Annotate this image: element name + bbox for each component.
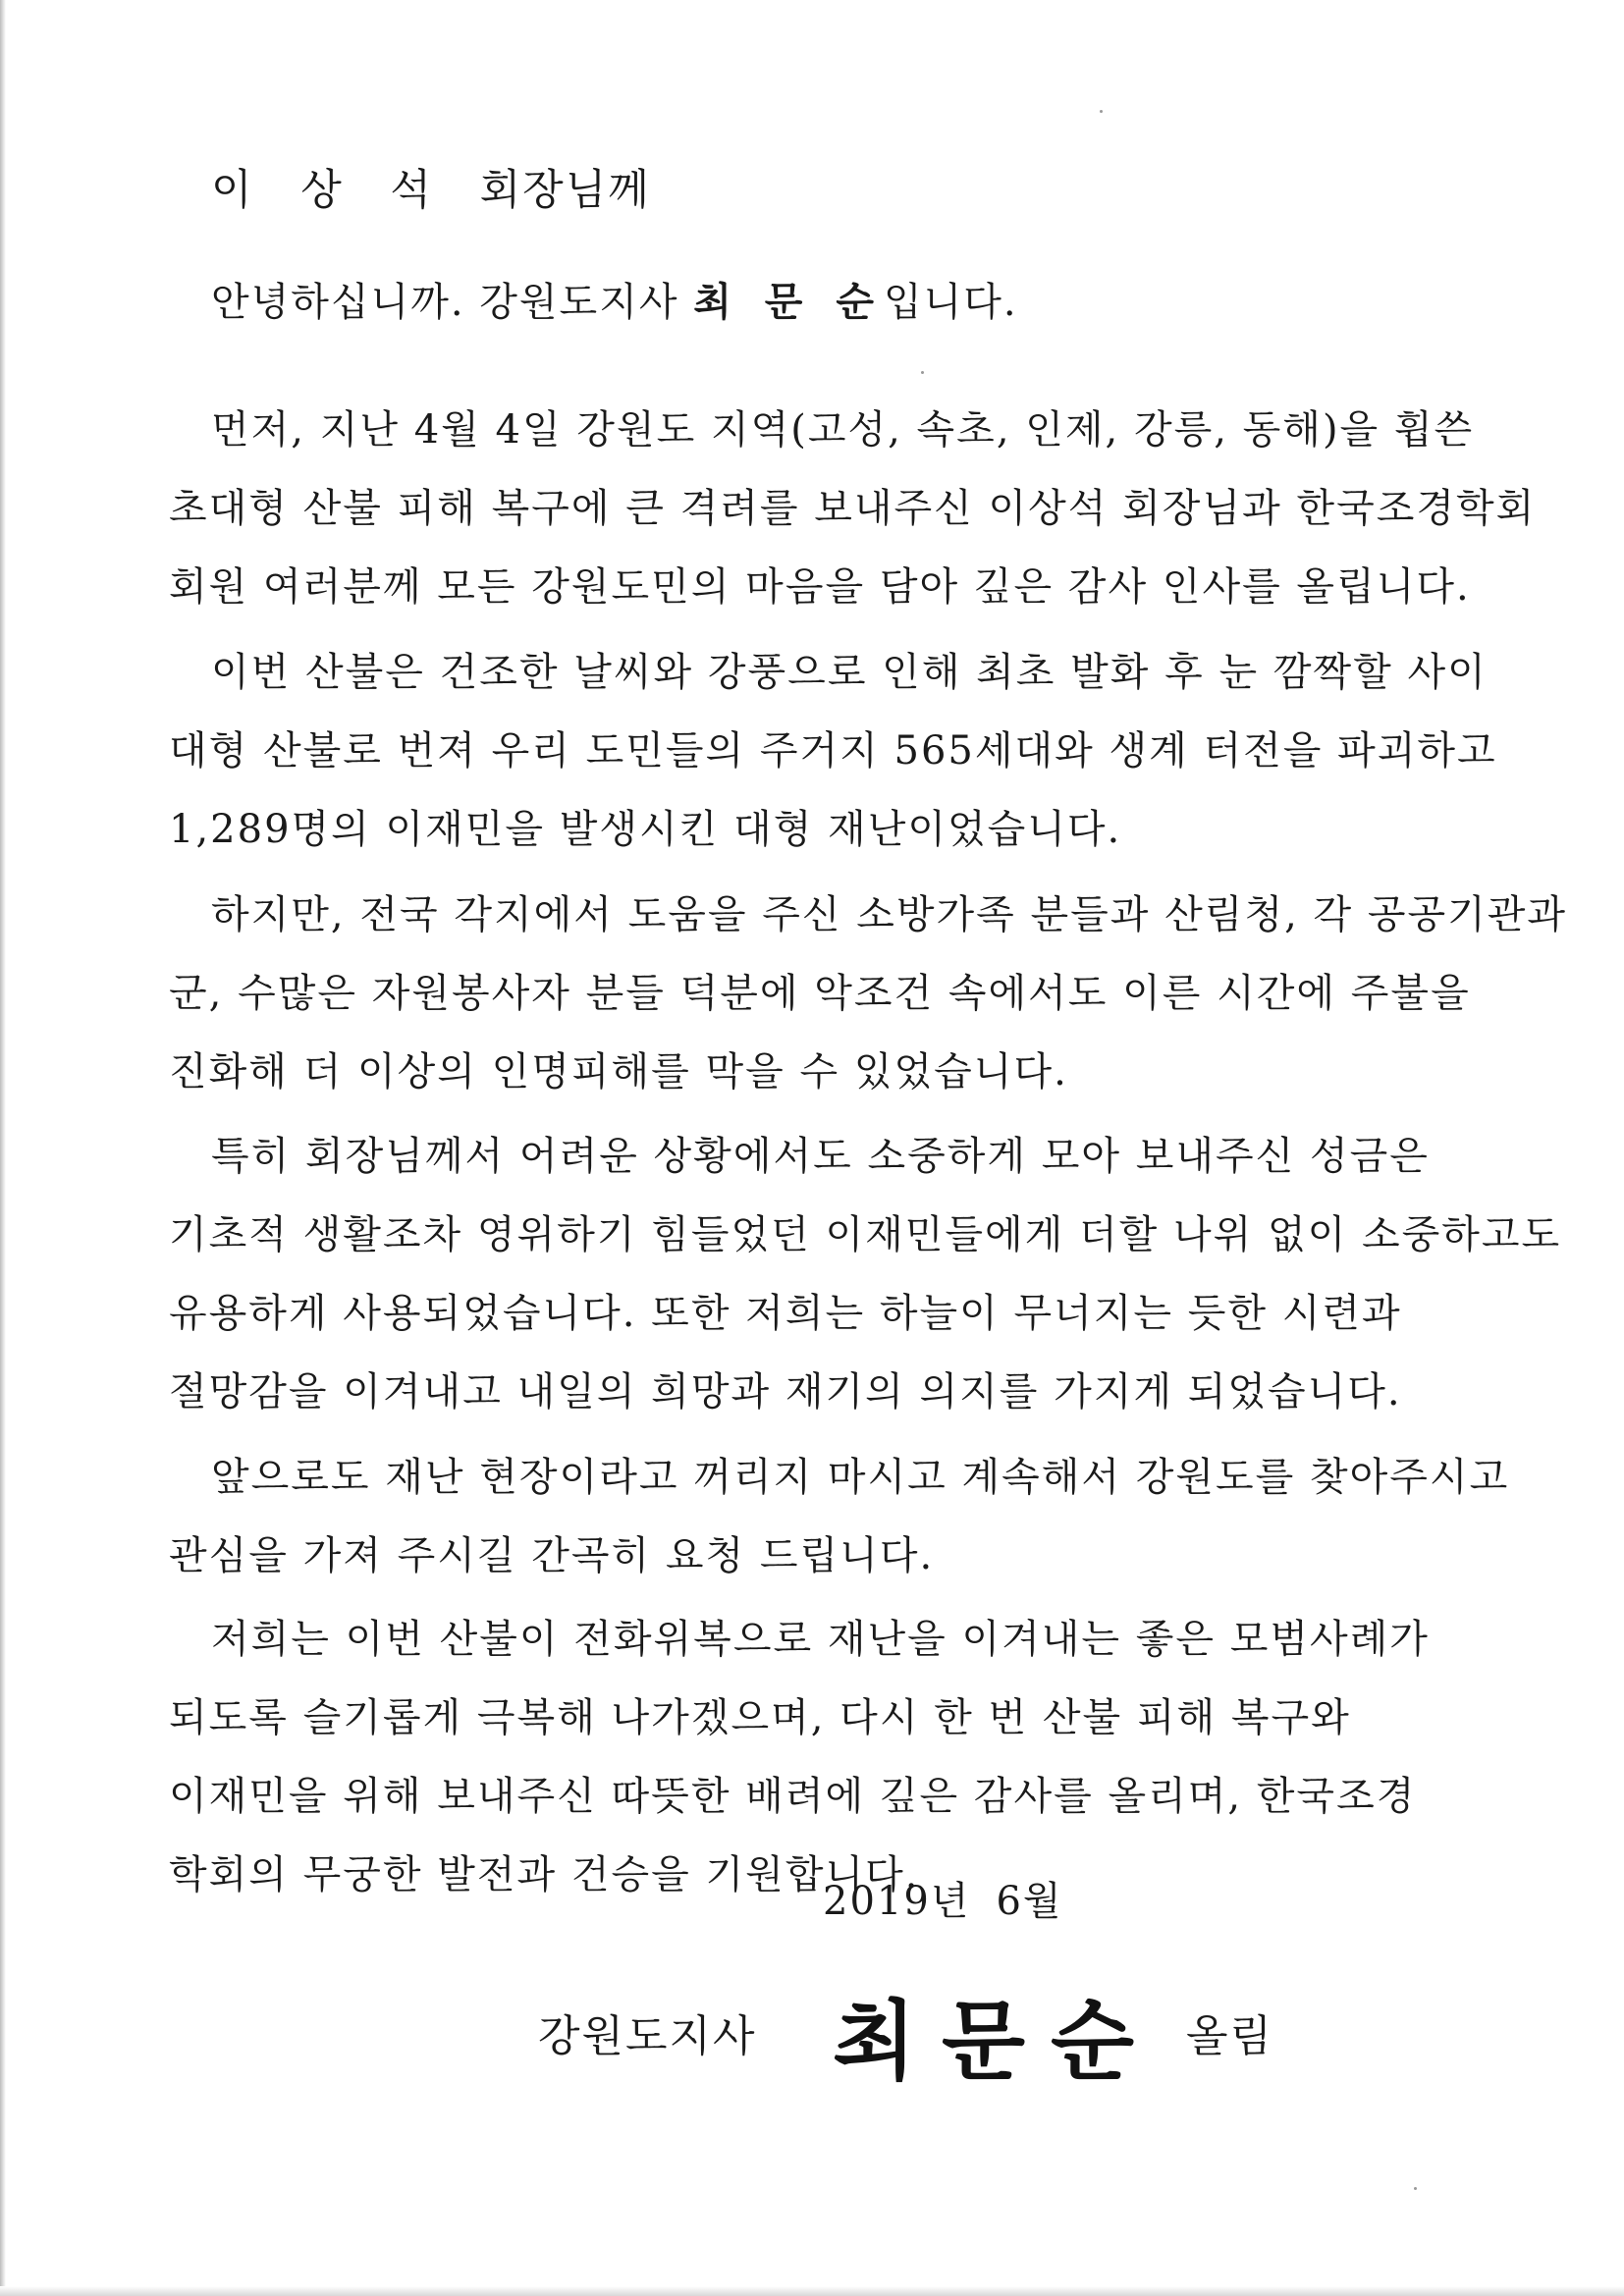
paragraph-4 <box>169 1117 1562 1431</box>
scan-left-edge <box>0 0 6 2296</box>
paragraph-line: 초대형 산불 피해 복구에 큰 격려를 보내주신 이상석 회장님과 한국조경학회 <box>169 486 1537 531</box>
paragraph-line: 이번 산불은 건조한 날씨와 강풍으로 인해 최초 발화 후 눈 깜짝할 사이 <box>211 650 1488 695</box>
paragraph-line: 이재민을 위해 보내주신 따뜻한 배려에 깊은 감사를 올리며, 한국조경 <box>169 1774 1417 1819</box>
paragraph-line: 앞으로도 재난 현장이라고 꺼리지 마시고 계속해서 강원도를 찾아주시고 <box>211 1455 1510 1500</box>
paragraph-line: 대형 산불로 번져 우리 도민들의 주거지 565세대와 생계 터전을 파괴하고 <box>169 728 1497 774</box>
scan-speck <box>921 371 924 374</box>
paragraph-line: 먼저, 지난 4월 4일 강원도 지역(고성, 속초, 인제, 강릉, 동해)을 휩쓴 <box>211 407 1475 453</box>
greeting-suffix: 입니다. <box>883 280 1018 325</box>
paragraph-line: 특히 회장님께서 어려운 상황에서도 소중하게 모아 보내주신 성금은 <box>211 1134 1430 1179</box>
letter-date <box>823 1870 1063 1926</box>
signature-closing: 올림 <box>1186 2011 1274 2061</box>
paragraph-line: 저희는 이번 산불이 전화위복으로 재난을 이겨내는 좋은 모범사례가 <box>211 1617 1430 1662</box>
salutation-title: 회장님께 <box>479 166 651 215</box>
paragraph-line: 하지만, 전국 각지에서 도움을 주신 소방가족 분들과 산림청, 각 공공기관과 <box>211 892 1568 937</box>
greeting-line <box>169 263 1485 342</box>
scan-bottom-edge <box>0 2286 1624 2296</box>
signature-title: 강원도지사 <box>538 2011 757 2061</box>
greeting-paragraph <box>169 263 1485 342</box>
paragraph-5 <box>169 1438 1510 1595</box>
paragraph-3 <box>169 876 1568 1111</box>
paragraph-line: 절망감을 이겨내고 내일의 희망과 재기의 의지를 가지게 되었습니다. <box>169 1369 1402 1415</box>
paragraph-line: 학회의 무궁한 발전과 건승을 기원합니다. <box>169 1852 920 1897</box>
scan-speck <box>1414 2187 1417 2190</box>
scan-speck <box>1100 110 1103 113</box>
paragraph-line: 1,289명의 이재민을 발생시킨 대형 재난이었습니다. <box>169 807 1122 852</box>
paragraph-1 <box>169 391 1537 626</box>
paragraph-line: 관심을 가져 주시길 간곡히 요청 드립니다. <box>169 1533 935 1578</box>
paragraph-line: 회원 여러분께 모든 강원도민의 마음을 담아 깊은 감사 인사를 올립니다. <box>169 564 1471 610</box>
signature-name: 최문순 <box>833 1991 1161 2092</box>
paragraph-line: 유용하게 사용되었습니다. 또한 저희는 하늘이 무너지는 듯한 시련과 <box>169 1291 1402 1336</box>
paragraph-line: 기초적 생활조차 영위하기 힘들었던 이재민들에게 더할 나위 없이 소중하고도 <box>169 1212 1562 1257</box>
greeting-name: 최 문 순 <box>693 279 884 325</box>
greeting-prefix: 안녕하십니까. 강원도지사 <box>211 280 694 325</box>
signature-block <box>538 1973 1324 2092</box>
paragraph-6 <box>169 1600 1485 1914</box>
date-month: 6월 <box>996 1879 1063 1924</box>
paragraph-2 <box>169 633 1497 869</box>
salutation <box>211 157 651 217</box>
paragraph-line: 군, 수많은 자원봉사자 분들 덕분에 악조건 속에서도 이른 시간에 주불을 <box>169 971 1471 1016</box>
paragraph-line: 진화해 더 이상의 인명피해를 막을 수 있었습니다. <box>169 1049 1068 1095</box>
date-year: 2019년 <box>823 1879 971 1924</box>
paragraph-line: 되도록 슬기롭게 극복해 나가겠으며, 다시 한 번 산불 피해 복구와 <box>169 1695 1351 1740</box>
salutation-name: 이 상 석 <box>211 166 449 215</box>
